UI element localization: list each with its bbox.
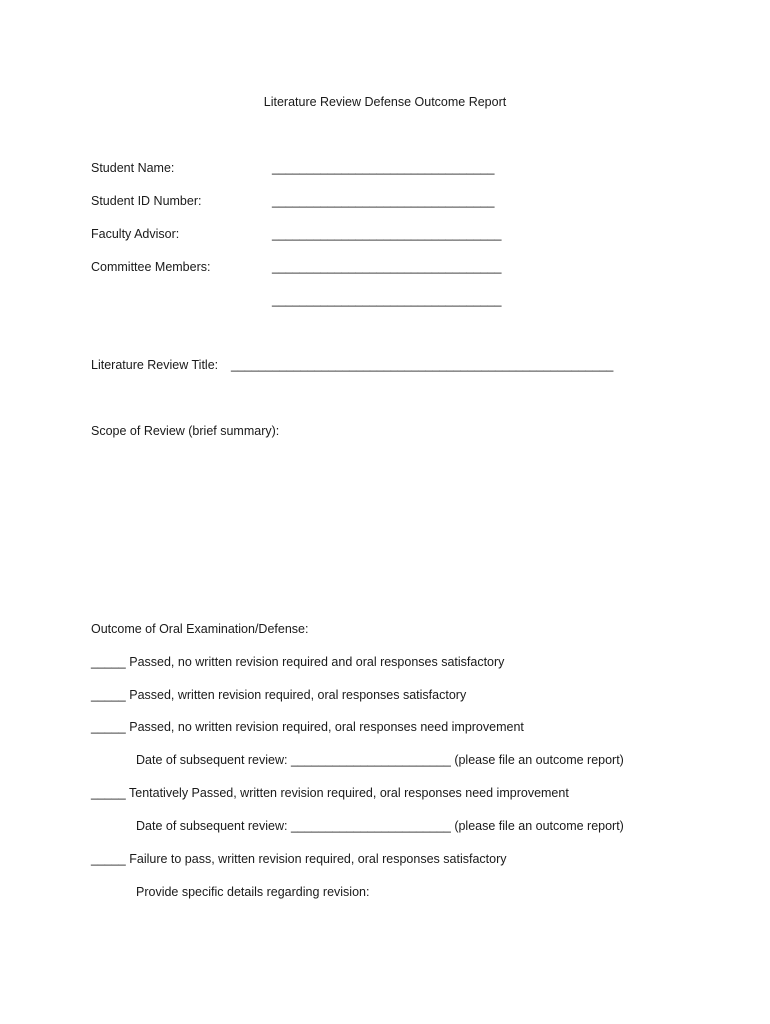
subsequent-review-date-2[interactable]: Date of subsequent review: _______________________ (please file an outcome report) [136,819,624,833]
scope-label: Scope of Review (brief summary): [91,424,280,438]
document-title: Literature Review Defense Outcome Report [263,95,507,109]
review-title-label: Literature Review Title: [91,358,219,372]
outcome-option-tentatively-passed[interactable]: _____ Tentatively Passed, written revision required, oral responses need improvement [91,786,569,800]
outcome-option-passed-no-revision[interactable]: _____ Passed, no written revision required and oral responses satisfactory [91,655,505,669]
subsequent-review-date-1[interactable]: Date of subsequent review: _______________________ (please file an outcome report) [136,753,624,767]
outcome-option-failure[interactable]: _____ Failure to pass, written revision required, oral responses satisfactory [91,852,507,866]
committee-members-field-2[interactable]: _________________________________ [272,293,502,307]
committee-members-label: Committee Members: [91,260,211,274]
student-id-label: Student ID Number: [91,194,202,208]
student-name-field[interactable]: ________________________________ [272,161,495,175]
review-title-field[interactable]: _______________________________________________________ [231,358,614,372]
committee-members-field[interactable]: _________________________________ [272,260,502,274]
outcome-option-passed-written-revision[interactable]: _____ Passed, written revision required, oral responses satisfactory [91,688,467,702]
faculty-advisor-field[interactable]: _________________________________ [272,227,502,241]
student-id-field[interactable]: ________________________________ [272,194,495,208]
student-name-label: Student Name: [91,161,175,175]
outcome-heading: Outcome of Oral Examination/Defense: [91,622,309,636]
faculty-advisor-label: Faculty Advisor: [91,227,180,241]
outcome-option-passed-oral-improvement[interactable]: _____ Passed, no written revision required, oral responses need improvement [91,720,524,734]
revision-details-label: Provide specific details regarding revision: [136,885,370,899]
